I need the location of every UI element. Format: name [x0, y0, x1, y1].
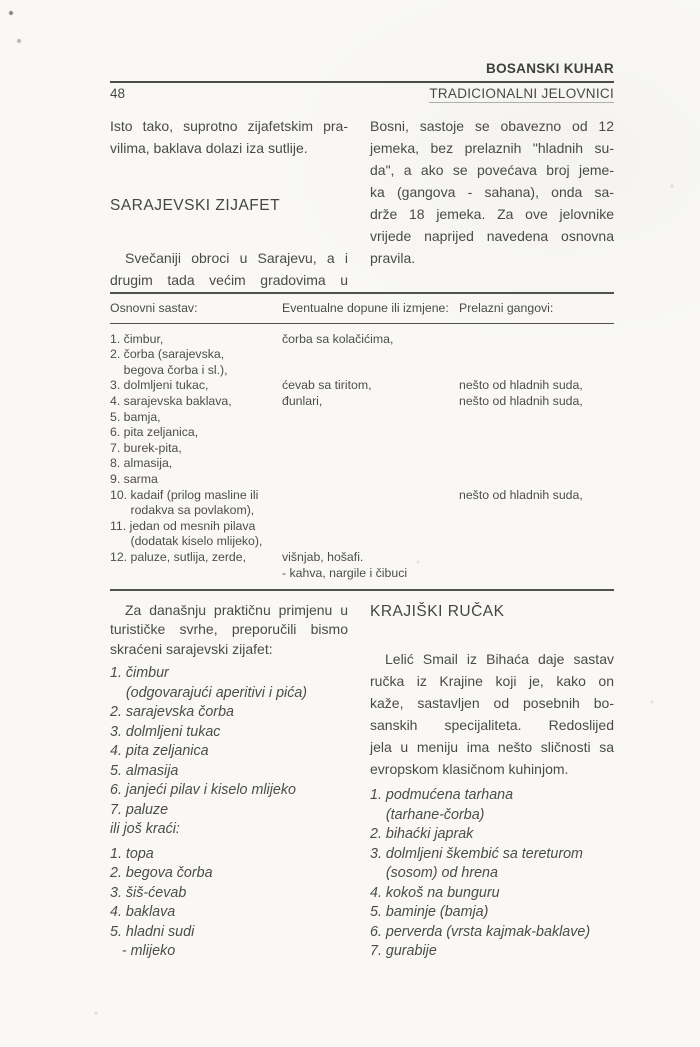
- series-title: TRADICIONALNI JELOVNICI: [429, 86, 614, 101]
- table-row: [110, 378, 614, 394]
- short-zijafet-intro-paragraph: [110, 601, 348, 659]
- table-cell: [282, 519, 459, 535]
- table-cell: [282, 534, 459, 550]
- column-header-prelazni-gangovi: Prelazni gangovi:: [459, 301, 554, 315]
- table-row: [110, 332, 614, 348]
- table-cell: nešto od hladnih suda,: [459, 393, 583, 408]
- table-cell: ćevab sa tiritom,: [282, 378, 372, 393]
- table-cell: [459, 566, 614, 582]
- text-line: kaže, sastavljen od posebnih bo-: [370, 695, 614, 711]
- shorter-zijafet-menu-list: [110, 845, 348, 962]
- text-line: jela u meniju ima nešto sličnosti sa: [370, 739, 614, 755]
- text-line: 4. pita zeljanica: [110, 743, 209, 760]
- text-line: ka (gangova - sahana), onda sa-: [370, 184, 614, 200]
- text-line: 2. sarajevska čorba: [110, 704, 234, 721]
- table-cell: [459, 472, 614, 488]
- table-cell: [282, 363, 459, 379]
- text-line: 7. gurabije: [370, 943, 437, 959]
- text-line: jemeka, bez prelaznih "hladnih su-: [370, 140, 614, 156]
- heading-sarajevski-zijafet: SARAJEVSKI ZIJAFET: [110, 197, 281, 214]
- krajiski-rucak-paragraph: [370, 648, 614, 780]
- table-cell: - kahva, nargile i čibuci: [282, 565, 408, 580]
- table-cell: [459, 410, 614, 426]
- table-cell: 9. sarma: [110, 471, 158, 486]
- table-row: [110, 410, 614, 426]
- table-cell: begova čorba i sl.),: [110, 362, 228, 377]
- table-row: [110, 441, 614, 457]
- text-line: (sosom) od hrena: [370, 865, 498, 881]
- text-line: 3. dolmljeni škembić sa tereturom: [370, 845, 583, 862]
- table-cell: 2. čorba (sarajevska,: [110, 347, 225, 362]
- table-cell: 1. čimbur,: [110, 331, 164, 346]
- table-row: [110, 456, 614, 472]
- table-row: [110, 425, 614, 441]
- table-cell: [282, 425, 459, 441]
- book-title: BOSANSKI KUHAR: [486, 61, 614, 76]
- text-line: evropskom klasičnom kuhinjom.: [370, 761, 569, 777]
- text-line: turističke svrhe, preporučili bismo: [110, 621, 348, 638]
- table-header-row: [110, 294, 614, 323]
- text-line: ručka iz Krajine koji je, kako on: [370, 673, 614, 689]
- intro-paragraph-bosni: [370, 115, 614, 269]
- table-cell: [459, 550, 614, 566]
- table-row: [110, 363, 614, 379]
- text-line: 1. podmućena tarhana: [370, 787, 514, 803]
- table-cell: [282, 472, 459, 488]
- text-line: 2. bihaćki japrak: [370, 826, 474, 842]
- table-row: [110, 347, 614, 363]
- table-cell: 10. kadaif (prilog masline ili: [110, 487, 259, 502]
- table-cell: [282, 503, 459, 519]
- text-line: 5. hladni sudi: [110, 923, 195, 940]
- text-line: Za današnju praktičnu primjenu u: [125, 602, 348, 618]
- intro-paragraph-svecaniji: [110, 247, 348, 291]
- table-cell: 7. burek-pita,: [110, 440, 182, 455]
- table-cell: [459, 503, 614, 519]
- lower-right-column: [370, 601, 614, 962]
- table-row: [110, 472, 614, 488]
- table-row: [110, 534, 614, 550]
- lower-section: [110, 601, 614, 962]
- table-cell: 12. paluze, sutlija, zerde,: [110, 549, 247, 564]
- text-line: Lelić Smail iz Bihaća daje sastav: [385, 651, 614, 667]
- column-header-eventualne-dopune: Eventualne dopune ili izmjene:: [282, 301, 449, 315]
- table-cell: 5. bamja,: [110, 409, 161, 424]
- table-row: [110, 503, 614, 519]
- table-cell: [282, 410, 459, 426]
- table-row: [110, 550, 614, 566]
- krajiski-rucak-menu-list: [370, 786, 614, 962]
- lower-left-column: [110, 601, 348, 962]
- table-cell: nešto od hladnih suda,: [459, 378, 583, 393]
- text-line: 6. perverda (vrsta kajmak-baklave): [370, 923, 591, 940]
- intro-paragraph-baklava: [110, 115, 348, 159]
- table-cell: 11. jedan od mesnih pilava: [110, 518, 256, 533]
- text-line: 1. topa: [110, 845, 154, 862]
- text-line: 3. šiš-ćevab: [110, 884, 187, 901]
- text-line: 6. janjeći pilav i kiselo mlijeko: [110, 782, 296, 799]
- text-line: - mlijeko: [110, 943, 176, 960]
- table-row: [110, 488, 614, 504]
- intro-section: [110, 115, 614, 291]
- table-rule-bottom: [110, 589, 614, 591]
- shorter-menu-connector: ili još kraći:: [110, 821, 180, 838]
- header-rule: [110, 81, 614, 83]
- text-line: 4. kokoš na bunguru: [370, 884, 500, 901]
- text-line: Isto tako, suprotno zijafetskim pra-: [110, 118, 348, 134]
- table-cell: [459, 347, 614, 363]
- table-cell: višnjab, hošafi.: [282, 549, 364, 564]
- text-line: Svečaniji obroci u Sarajevu, a i: [125, 250, 348, 266]
- text-line: vilima, baklava dolazi iza sutlije.: [110, 140, 308, 156]
- table-cell: 4. sarajevska baklava,: [110, 393, 232, 408]
- table-row: [110, 566, 614, 582]
- heading-krajiski-rucak: KRAJIŠKI RUČAK: [370, 603, 505, 620]
- short-zijafet-menu-list: [110, 664, 348, 820]
- table-cell: [459, 441, 614, 457]
- text-line: (odgovarajući aperitivi i pića): [110, 684, 308, 701]
- text-line: drugim tada većim gradovima u: [110, 272, 348, 288]
- table-cell: [459, 425, 614, 441]
- table-cell: [282, 441, 459, 457]
- table-cell: [282, 488, 459, 504]
- table-cell: 3. dolmljeni tukac,: [110, 378, 209, 393]
- table-row: [110, 394, 614, 410]
- table-cell: [459, 332, 614, 348]
- column-header-osnovni-sastav: Osnovni sastav:: [110, 301, 198, 315]
- text-line: 4. baklava: [110, 904, 176, 921]
- table-cell: 8. almasija,: [110, 456, 173, 471]
- text-line: pravila.: [370, 250, 416, 266]
- text-line: drže 18 jemeka. Za ove jelovnike: [370, 206, 614, 222]
- text-line: da", a ako se povećava broj jeme-: [370, 162, 614, 178]
- text-line: 2. begova čorba: [110, 865, 213, 882]
- text-line: skraćeni sarajevski zijafet:: [110, 640, 273, 657]
- table-cell: nešto od hladnih suda,: [459, 487, 583, 502]
- table-body: [110, 324, 614, 582]
- text-line: 5. almasija: [110, 762, 179, 779]
- table-cell: đunlari,: [282, 393, 323, 408]
- intro-left-column: [110, 115, 348, 291]
- text-line: 1. čimbur: [110, 665, 169, 682]
- table-cell: [459, 456, 614, 472]
- text-line: 3. dolmljeni tukac: [110, 723, 221, 740]
- table-cell: [459, 534, 614, 550]
- table-cell: [110, 566, 282, 582]
- table-cell: [282, 456, 459, 472]
- zijafet-menu-table: [110, 292, 614, 591]
- page-number: 48: [110, 86, 126, 101]
- text-line: 5. baminje (bamja): [370, 904, 489, 920]
- table-cell: [282, 347, 459, 363]
- text-line: Bosni, sastoje se obavezno od 12: [370, 118, 614, 134]
- table-cell: 6. pita zeljanica,: [110, 425, 199, 440]
- table-cell: [459, 519, 614, 535]
- table-cell: [459, 363, 614, 379]
- intro-right-column: [370, 115, 614, 291]
- text-line: vrijede naprijed navedena osnovna: [370, 228, 614, 244]
- table-row: [110, 519, 614, 535]
- text-line: sanskih specijaliteta. Redoslijed: [370, 717, 614, 733]
- text-line: (tarhane-čorba): [370, 806, 485, 823]
- table-cell: (dodatak kiselo mlijeko),: [110, 534, 263, 549]
- page-header: [110, 61, 614, 103]
- running-head-row: [110, 86, 614, 103]
- table-cell: rodakva sa povlakom),: [110, 503, 255, 518]
- table-cell: čorba sa kolačićima,: [282, 331, 394, 346]
- text-line: 7. paluze: [110, 801, 169, 818]
